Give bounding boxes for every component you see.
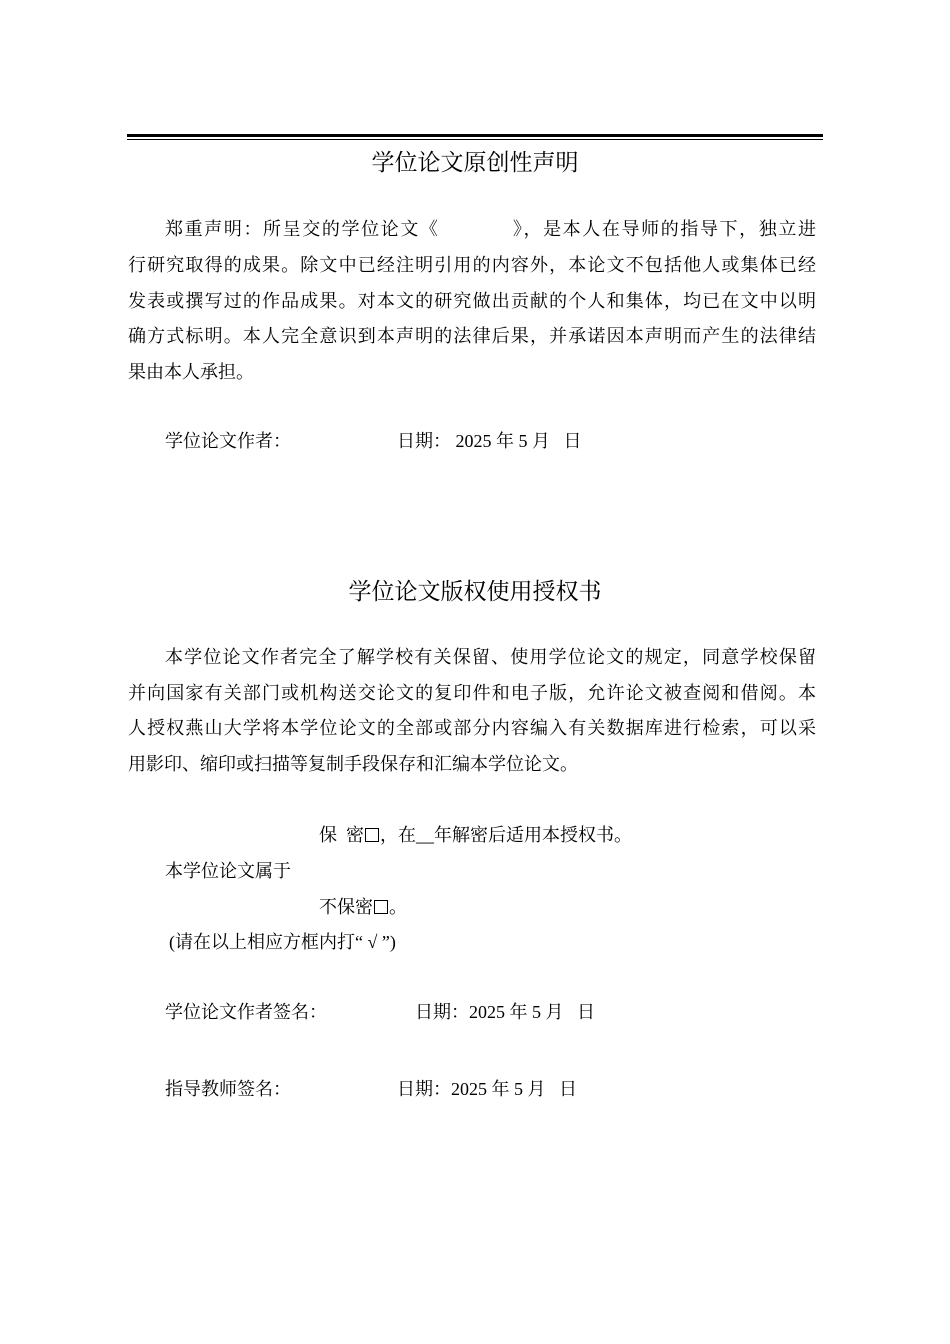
not-secret-option: 不保密 。 [319,897,407,917]
author-sign-label: 学位论文作者签名： [165,1002,327,1022]
author-sign-date: 日期：2025 年 5 月 日 [415,1002,595,1022]
authorization-line: 并向国家有关部门或机构送交论文的复印件和电子版，允许论文被查阅和借阅。本 [128,683,816,703]
declaration-line: 果由本人承担。 [128,362,254,382]
authorization-title: 学位论文版权使用授权书 [348,579,602,605]
secret-checkbox[interactable] [365,828,379,842]
declaration-line: 确方式标明。本人完全意识到本声明的法律后果，并承诺因本声明而产生的法律结 [128,326,816,346]
header-double-rule [127,134,823,141]
authorization-line: 本学位论文作者完全了解学校有关保留、使用学位论文的规定，同意学校保留 [165,647,816,667]
authorization-line: 用影印、缩印或扫描等复制手段保存和汇编本学位论文。 [128,754,578,774]
secret-option: 保 密 ，在__年解密后适用本授权书。 [319,825,632,845]
instruction: (请在以上相应方框内打“ √ ”) [169,932,396,952]
advisor-sign-label: 指导教师签名： [165,1079,291,1099]
declaration-date: 日期： 2025 年 5 月 日 [397,431,582,451]
authorization-line: 人授权燕山大学将本学位论文的全部或部分内容编入有关数据库进行检索，可以采 [128,718,816,738]
author-label: 学位论文作者： [165,431,291,451]
declaration-line: 发表或撰写过的作品成果。对本文的研究做出贡献的个人和集体，均已在文中以明 [128,291,816,311]
declaration-title: 学位论文原创性声明 [371,150,579,176]
declaration-line: 行研究取得的成果。除文中已经注明引用的内容外，本论文不包括他人或集体已经 [128,255,816,275]
advisor-sign-date: 日期：2025 年 5 月 日 [397,1079,577,1099]
not-secret-checkbox[interactable] [374,900,388,914]
declaration-line: 郑重声明：所呈交的学位论文《 》，是本人在导师的指导下，独立进 [165,219,816,239]
belongs-label: 本学位论文属于 [165,861,291,881]
